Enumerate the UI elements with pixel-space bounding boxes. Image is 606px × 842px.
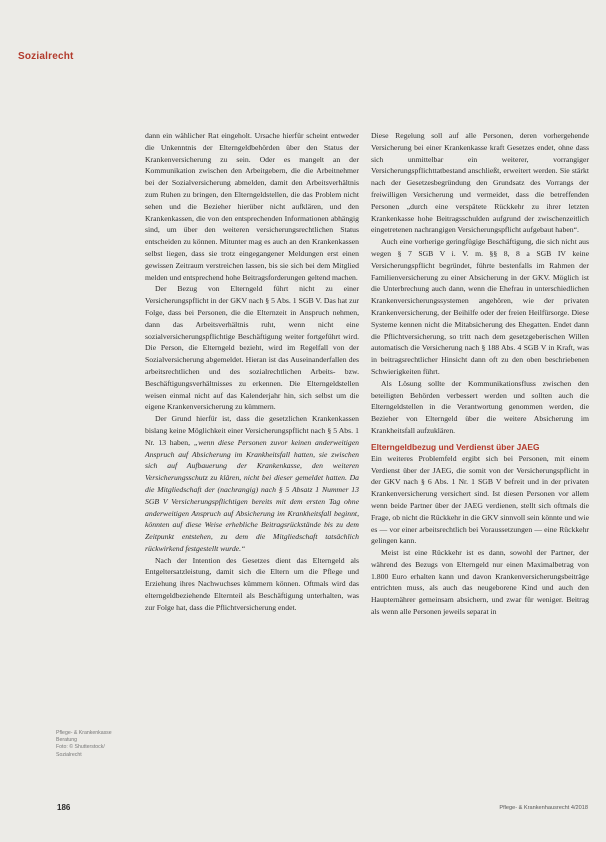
paragraph: Auch eine vorherige geringfügige Beschäftigung, die sich nicht aus wegen § 7 SGB V i. V. m. §§ 8, 8 a SGB IV keine Versicherungspflicht begründet, führte bestenfalls im Rahmen der Familienversicherung zu einer Absicherung in der GKV. Möglich ist die Unterbrechung auch dann, wenn die Ehefrau in unterschiedlichen Krankenversicherungssystemen angehören, wie der privaten Krankenversicherung, der Beihilfe oder der freien Heilfürsorge. Diese Systeme kennen nicht die Mitabsicherung des Ehegatten. Endet dann die Pflichtversicherung, so tritt nach dem gesetzgeberischen Willen automatisch die Versicherung nach § 188 Abs. 4 SGB V in Kraft, was in beitragsrechtlicher Hinsicht dann oft zu den oben beschriebenen Schwierigkeiten führt. [371,237,589,376]
journal-footer: Pflege- & Krankenhausrecht 4/2018 [499,805,588,811]
paragraph [145,413,359,555]
article-column-left [145,130,359,614]
paragraph-text: Der Grund hierfür ist, dass die gesetzlichen Krankenkassen bislang keine Möglichkeit einer Versicherungspflicht nach § 5 Abs. 1 Nr. 13 haben, [145,414,359,447]
paragraph: Nach der Intention des Gesetzes dient das Elterngeld als Entgeltersatzleistung, damit sich die Eltern um die Pflege und Erziehung ihres Nachwuchses kümmern können. Oftmals wird das elterngeldbeziehende Elternteil als Beschäftigung unterhalten, was zur Folge hat, dass die Pflichtversicherung endet. [145,555,359,612]
quote-text: „wenn diese Personen zuvor keinen anderweitigen Anspruch auf Absicherung im Krankheitsfall hatten, sie zwischen sich auf Aufbauerung der Krankenkasse, den weiteren Versicherungsschutz zu klären, nicht bei dieser gemeldet hatten. Da die Mitgliedschaft der (nachrangig) nach § 5 Absatz 1 Nummer 13 SGB V Versicherungspflichtigen bereits mit dem ersten Tag ohne anderweitigen Anspruch auf Absicherung im Krankheitsfall beginnt, könnten auf diese Weise erhebliche Beitragsrückstände bis zu dem Zeitpunkt entstehen, zu dem die Mitgliedschaft tatsächlich rückwirkend festgestellt wurde.“ [145,437,359,553]
section-label: Sozialrecht [18,51,74,62]
paragraph: Diese Regelung soll auf alle Personen, deren vorhergehende Versicherung bei einer Krankenkasse kraft Gesetzes endet, ohne dass sich unmittelbar ein weiterer, vorrangiger Versicherungspflichttatbestand anschließt, erweitert werden. Sie stärkt nach der Gesetzesbegründung den Grundsatz des Vorrangs der freiwilligen Versicherung und vermeidet, dass die betreffenden Personen „durch eine verspätete Rückkehr zu ihrer letzten Krankenkasse hohe Beitragsschulden aufgrund der zwischenzeitlich eingetretenen nachrangigen Versicherungspflicht aufgebaut haben“. [371,131,589,235]
paragraph: Ein weiteres Problemfeld ergibt sich bei Personen, mit einem Verdienst über der JAEG, die somit von der Versicherungspflicht in der GKV nach § 6 Abs. 1 Nr. 1 SGB V befreit und in der privaten Krankenversicherung versichert sind. Ist diesen Personen vor allem wenn beide Partner über der JAEG verdienen, stellt sich oftmals die Frage, ob nicht die Rückkehr in die GKV sinnvoll sein könnte und wie es — vor einer arbeitsrechtlich bei Voraussetzungen — eine Rückkehr gelingen kann. [371,453,589,546]
caption-line: Foto: © Shutterstock/ [56,744,105,751]
page-number: 186 [57,803,71,812]
caption-line: Beratung [56,737,78,744]
subheading: Elterngeldbezug und Verdienst über JAEG [371,441,540,452]
paragraph: Meist ist eine Rückkehr ist es dann, sowohl der Partner, der während des Bezugs von Elterngeld nur einen Maximalbetrag von 1.800 Euro erhalten kann und davon Krankenversicherungsbeiträge entrichten muss, als auch das neugeborene Kind und auch den Haupternährer gemeinsam absichern, und zwar für weniger. Beitrag als wenn alle Personen jeweils separat in [371,548,589,617]
image-caption [56,730,134,759]
caption-line: Pflege- & Krankenkasse [56,730,112,736]
caption-line: Sozialrecht [56,751,82,758]
paragraph: dann ein wählicher Rat eingeholt. Ursache hierfür scheint entweder die Unkenntnis der Elterngeldbehörden über den Status der Krankenversicherung zu sein. Oder es mangelt an der Kommunikation zwischen den Arbeitgebern, die die Arbeitnehmer bei der Sozialversicherung abmelden, damit den Arbeitsverhältnis zum Ruhen zu bringen, den Elterngeldstellen, die das Problem nicht sehen und die Bezieher hierüber nicht aufklären, und den Krankenkassen, die von den entsprechenden Informationen abhängig sind, um über den weiteren versicherungsrechtlichen Status entscheiden zu können. Mitunter mag es auch an den Krankenkassen selbst liegen, dass sie trotz eingegangener Meldungen erst einen gewissen Zeitraum verstreichen lassen, bis sie sich bei dem Mitglied melden und entsprechend hohe Beitragsforderungen geltend machen. [145,131,359,282]
article-column-right [371,130,589,618]
paragraph: Der Bezug von Elterngeld führt nicht zu einer Versicherungspflicht in der GKV nach § 5 Abs. 1 SGB V. Das hat zur Folge, dass bei Personen, die die Elternzeit in Anspruch nehmen, dann das Arbeitsverhältnis ruht, wenn nicht eine sozialversicherungspflichtige Beschäftigung weiter fortgeführt wird. Die Person, die Elterngeld bezieht, wird im Regelfall von der Sozialversicherung abgemeldet. Hieran ist das Auseinanderfallen des arbeitsrechtlichen und des sozialrechtlichen Arbeits- bzw. Beschäftigungsverhältnisses zu erkennen. Die Elterngeldstellen weisen einmal nicht auf das Kalenderjahr hin, sich selbst um die eigene Krankenversicherung zu kümmern. [145,284,359,412]
paragraph: Als Lösung sollte der Kommunikationsfluss zwischen den beteiligten Behörden verbessert werden und sollten auch die Elterngeldstellen in die Verantwortung genommen werden, die Bezieher von Elterngeld über die weitere Absicherung im Krankheitsfall aufzuklären. [371,378,589,435]
